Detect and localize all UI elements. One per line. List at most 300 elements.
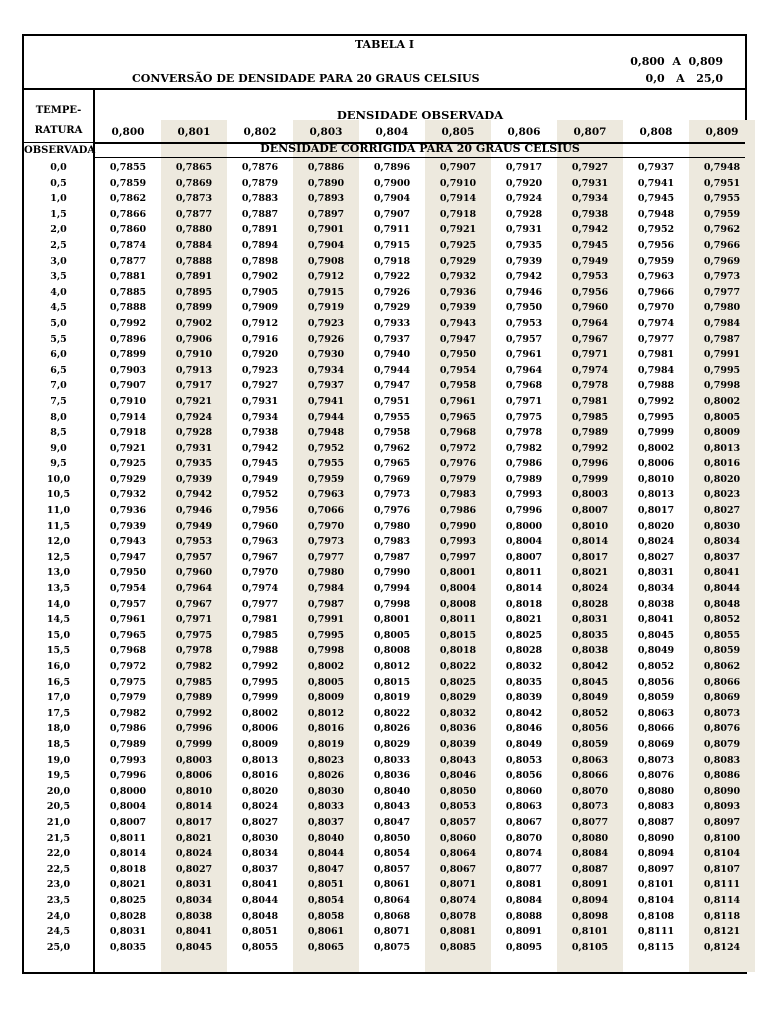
temperature-cell: 22,5	[46, 863, 71, 875]
density-cell: 0,7974	[241, 583, 279, 595]
density-cell: 0,8003	[571, 489, 609, 501]
temperature-cell: 25,0	[46, 941, 71, 953]
density-cell: 0,8060	[505, 785, 543, 797]
temperature-cell: 9,5	[50, 458, 67, 470]
density-cell: 0,7873	[175, 193, 213, 205]
temperature-cell: 6,5	[50, 364, 67, 376]
density-cell: 0,8019	[307, 738, 345, 750]
density-cell: 0,7978	[571, 380, 609, 392]
density-cell: 0,7934	[307, 364, 345, 376]
density-cell: 0,7961	[439, 395, 477, 407]
density-cell: 0,7992	[109, 317, 147, 329]
density-cell: 0,8005	[703, 411, 741, 423]
density-cell: 0,8101	[571, 926, 609, 938]
density-cell: 0,8027	[703, 505, 741, 517]
density-cell: 0,8098	[571, 910, 609, 922]
density-cell: 0,8049	[637, 645, 675, 657]
density-cell: 0,7915	[307, 286, 345, 298]
density-cell: 0,7997	[439, 551, 477, 563]
density-cell: 0,8013	[703, 442, 741, 454]
density-cell: 0,7991	[703, 349, 741, 361]
density-cell: 0,8016	[307, 723, 345, 735]
density-cell: 0,7988	[637, 380, 675, 392]
temperature-cell: 7,5	[50, 395, 67, 407]
density-cell: 0,8100	[703, 832, 741, 844]
temperature-cell: 3,0	[50, 255, 67, 267]
density-cell: 0,8015	[439, 629, 477, 641]
table-row	[24, 316, 745, 332]
density-cell: 0,7957	[505, 333, 543, 345]
temperature-cell: 11,5	[46, 520, 71, 532]
density-cell: 0,7973	[307, 536, 345, 548]
table-row	[24, 909, 745, 925]
density-cell: 0,8066	[703, 676, 741, 688]
density-cell: 0,8063	[571, 754, 609, 766]
density-cell: 0,7921	[439, 224, 477, 236]
density-cell: 0,7954	[439, 364, 477, 376]
density-cell: 0,7901	[307, 224, 345, 236]
table-row	[24, 597, 745, 613]
density-cell: 0,7900	[373, 177, 411, 189]
density-cell: 0,7955	[373, 411, 411, 423]
density-cell: 0,8034	[637, 583, 675, 595]
density-cell: 0,7967	[175, 598, 213, 610]
temperature-cell: 7,0	[50, 380, 67, 392]
density-cell: 0,8011	[439, 614, 477, 626]
density-cell: 0,8026	[373, 723, 411, 735]
density-cell: 0,8036	[439, 723, 477, 735]
density-cell: 0,8071	[373, 926, 411, 938]
density-cell: 0,8011	[109, 832, 147, 844]
density-cell: 0,8087	[637, 816, 675, 828]
density-cell: 0,8010	[637, 473, 675, 485]
density-cell: 0,7976	[373, 505, 411, 517]
density-cell: 0,7976	[439, 458, 477, 470]
density-cell: 0,8036	[373, 770, 411, 782]
density-cell: 0,7912	[241, 317, 279, 329]
temperature-cell: 14,0	[46, 598, 71, 610]
density-cell: 0,8024	[571, 583, 609, 595]
density-cell: 0,8032	[505, 661, 543, 672]
density-cell: 0,7996	[109, 770, 147, 782]
density-cell: 0,7916	[241, 333, 279, 345]
density-cell: 0,7894	[241, 239, 279, 251]
density-cell: 0,7977	[307, 551, 345, 563]
density-range: 0,800 A 0,809	[630, 55, 723, 68]
density-cell: 0,8115	[637, 941, 675, 953]
density-cell: 0,7957	[175, 551, 213, 563]
temperature-cell: 5,0	[50, 317, 67, 329]
density-cell: 0,7977	[241, 598, 279, 610]
table-row	[24, 799, 745, 815]
density-cell: 0,7966	[637, 286, 675, 298]
density-cell: 0,7862	[109, 193, 147, 205]
density-cell: 0,7971	[175, 614, 213, 626]
density-cell: 0,7962	[373, 442, 411, 454]
density-cell: 0,8029	[373, 738, 411, 750]
density-cell: 0,8070	[571, 785, 609, 797]
density-cell: 0,7923	[307, 317, 345, 329]
density-cell: 0,8076	[637, 770, 675, 782]
density-cell: 0,7918	[373, 255, 411, 267]
divider	[95, 157, 745, 158]
temperature-cell: 10,0	[46, 473, 71, 485]
density-cell: 0,7957	[109, 598, 147, 610]
density-cell: 0,7928	[175, 427, 213, 439]
density-cell: 0,8059	[571, 738, 609, 750]
density-cell: 0,7984	[307, 583, 345, 595]
table-row	[24, 160, 745, 176]
density-cell: 0,8000	[109, 785, 147, 797]
density-cell: 0,8025	[109, 894, 147, 906]
temperature-cell: 5,5	[50, 333, 67, 345]
density-cell: 0,8016	[241, 770, 279, 782]
density-cell: 0,7964	[175, 583, 213, 595]
density-cell: 0,7910	[109, 395, 147, 407]
density-cell: 0,7952	[637, 224, 675, 236]
density-cell: 0,7899	[175, 302, 213, 314]
density-cell: 0,7939	[175, 473, 213, 485]
temperature-cell: 18,5	[46, 738, 71, 750]
density-cell: 0,8025	[505, 629, 543, 641]
density-cell: 0,8019	[373, 692, 411, 704]
density-observed-title: DENSIDADE OBSERVADA	[336, 108, 504, 122]
density-cell: 0,7951	[703, 177, 741, 189]
temperature-cell: 4,5	[50, 302, 67, 314]
temperature-cell: 0,5	[50, 177, 67, 189]
table-row	[24, 456, 745, 472]
density-cell: 0,8055	[703, 629, 741, 641]
density-cell: 0,7947	[109, 551, 147, 563]
temperature-range: 0,0 A 25,0	[645, 72, 723, 85]
density-cell: 0,7987	[373, 551, 411, 563]
density-cell: 0,7888	[109, 302, 147, 314]
density-cell: 0,8014	[505, 583, 543, 595]
temperature-cell: 12,5	[46, 551, 71, 563]
density-cell: 0,8063	[637, 707, 675, 719]
density-cell: 0,7907	[373, 208, 411, 220]
density-cell: 0,8046	[505, 723, 543, 735]
density-cell: 0,8087	[571, 863, 609, 875]
density-cell: 0,7987	[703, 333, 741, 345]
density-cell: 0,8020	[703, 473, 741, 485]
density-cell: 0,8039	[439, 738, 477, 750]
density-cell: 0,7943	[109, 536, 147, 548]
table-row	[24, 550, 745, 566]
density-cell: 0,8038	[637, 598, 675, 610]
column-header: 0,807	[573, 126, 607, 138]
density-cell: 0,7876	[241, 162, 279, 173]
density-cell: 0,8077	[571, 816, 609, 828]
density-cell: 0,8105	[571, 941, 609, 953]
temperature-cell: 1,5	[50, 208, 67, 220]
density-cell: 0,7963	[241, 536, 279, 548]
table-row	[24, 815, 745, 831]
density-cell: 0,7953	[175, 536, 213, 548]
density-cell: 0,7972	[439, 442, 477, 454]
density-cell: 0,8074	[505, 848, 543, 860]
density-cell: 0,7960	[571, 302, 609, 314]
column-header: 0,809	[705, 126, 739, 138]
density-cell: 0,7977	[703, 286, 741, 298]
density-cell: 0,8067	[505, 816, 543, 828]
density-cell: 0,8017	[637, 505, 675, 517]
temperature-cell: 8,0	[50, 411, 67, 423]
density-cell: 0,7958	[439, 380, 477, 392]
density-cell: 0,7995	[637, 411, 675, 423]
page-title: TABELA I	[354, 38, 415, 51]
density-cell: 0,8091	[571, 879, 609, 891]
density-cell: 0,7963	[307, 489, 345, 501]
density-cell: 0,8051	[307, 879, 345, 891]
density-cell: 0,7974	[571, 364, 609, 376]
density-cell: 0,7923	[241, 364, 279, 376]
temperature-header-line: OBSERVADA	[24, 145, 96, 156]
density-cell: 0,8111	[637, 926, 675, 938]
density-cell: 0,7973	[373, 489, 411, 501]
density-cell: 0,7909	[241, 302, 279, 314]
density-cell: 0,7888	[175, 255, 213, 267]
divider	[24, 142, 93, 143]
density-cell: 0,7937	[637, 162, 675, 173]
density-cell: 0,8005	[307, 676, 345, 688]
density-cell: 0,8002	[703, 395, 741, 407]
density-cell: 0,8052	[637, 661, 675, 672]
density-cell: 0,8056	[505, 770, 543, 782]
density-cell: 0,7982	[505, 442, 543, 454]
table-row	[24, 534, 745, 550]
density-cell: 0,8027	[637, 551, 675, 563]
temperature-cell: 4,0	[50, 286, 67, 298]
density-cell: 0,8031	[109, 926, 147, 938]
density-cell: 0,7902	[175, 317, 213, 329]
density-cell: 0,7979	[109, 692, 147, 704]
density-cell: 0,7968	[505, 380, 543, 392]
density-cell: 0,8080	[571, 832, 609, 844]
density-cell: 0,8006	[637, 458, 675, 470]
table-row	[24, 846, 745, 862]
table-row	[24, 207, 745, 223]
density-cell: 0,7993	[439, 536, 477, 548]
density-cell: 0,7920	[505, 177, 543, 189]
density-cell: 0,7066	[307, 505, 345, 517]
density-cell: 0,8045	[571, 676, 609, 688]
density-cell: 0,7927	[241, 380, 279, 392]
density-cell: 0,8008	[439, 598, 477, 610]
density-cell: 0,7914	[439, 193, 477, 205]
table-row	[24, 877, 745, 893]
table-row	[24, 519, 745, 535]
density-cell: 0,7946	[505, 286, 543, 298]
density-cell: 0,8077	[505, 863, 543, 875]
temperature-cell: 20,5	[46, 801, 71, 813]
density-cell: 0,7939	[109, 520, 147, 532]
density-cell: 0,8043	[439, 754, 477, 766]
temperature-cell: 13,0	[46, 567, 71, 579]
table-row	[24, 831, 745, 847]
density-cell: 0,7920	[241, 349, 279, 361]
density-cell: 0,7985	[571, 411, 609, 423]
density-cell: 0,8041	[175, 926, 213, 938]
density-cell: 0,7937	[373, 333, 411, 345]
density-cell: 0,7994	[373, 583, 411, 595]
temperature-cell: 6,0	[50, 349, 67, 361]
density-cell: 0,7980	[373, 520, 411, 532]
density-cell: 0,8035	[109, 941, 147, 953]
density-cell: 0,7890	[307, 177, 345, 189]
density-cell: 0,7897	[307, 208, 345, 220]
density-cell: 0,8031	[175, 879, 213, 891]
density-cell: 0,8023	[703, 489, 741, 501]
divider	[24, 88, 745, 90]
table-row	[24, 176, 745, 192]
table-row	[24, 378, 745, 394]
density-cell: 0,7978	[175, 645, 213, 657]
density-cell: 0,7914	[109, 411, 147, 423]
density-cell: 0,8094	[571, 894, 609, 906]
density-cell: 0,7950	[109, 567, 147, 579]
density-cell: 0,8040	[373, 785, 411, 797]
density-cell: 0,8018	[109, 863, 147, 875]
page-subtitle: CONVERSÃO DE DENSIDADE PARA 20 GRAUS CELSIUS	[132, 72, 480, 85]
density-cell: 0,7942	[241, 442, 279, 454]
density-cell: 0,8052	[703, 614, 741, 626]
density-cell: 0,7995	[307, 629, 345, 641]
density-cell: 0,8083	[703, 754, 741, 766]
density-cell: 0,7977	[637, 333, 675, 345]
density-cell: 0,8038	[571, 645, 609, 657]
density-cell: 0,7912	[307, 271, 345, 283]
density-cell: 0,7973	[703, 271, 741, 283]
density-cell: 0,8002	[307, 661, 345, 672]
column-header: 0,804	[375, 126, 409, 138]
density-cell: 0,8001	[373, 614, 411, 626]
density-cell: 0,8018	[439, 645, 477, 657]
density-cell: 0,7981	[637, 349, 675, 361]
density-cell: 0,8104	[703, 848, 741, 860]
density-cell: 0,8050	[373, 832, 411, 844]
density-cell: 0,8009	[703, 427, 741, 439]
table-row	[24, 628, 745, 644]
density-cell: 0,7932	[439, 271, 477, 283]
density-cell: 0,8030	[703, 520, 741, 532]
density-cell: 0,7921	[109, 442, 147, 454]
density-cell: 0,8030	[241, 832, 279, 844]
density-cell: 0,8085	[439, 941, 477, 953]
density-cell: 0,8041	[241, 879, 279, 891]
density-cell: 0,7959	[637, 255, 675, 267]
density-cell: 0,7869	[175, 177, 213, 189]
density-cell: 0,7970	[307, 520, 345, 532]
density-cell: 0,8011	[505, 567, 543, 579]
column-header: 0,803	[309, 126, 343, 138]
density-cell: 0,7886	[307, 162, 345, 173]
density-cell: 0,7978	[505, 427, 543, 439]
density-cell: 0,8056	[637, 676, 675, 688]
density-cell: 0,8075	[373, 941, 411, 953]
density-cell: 0,7919	[307, 302, 345, 314]
density-cell: 0,7895	[175, 286, 213, 298]
density-cell: 0,7999	[637, 427, 675, 439]
density-cell: 0,7985	[175, 676, 213, 688]
density-cell: 0,8053	[505, 754, 543, 766]
density-cell: 0,8088	[505, 910, 543, 922]
density-cell: 0,8033	[307, 801, 345, 813]
density-cell: 0,7891	[175, 271, 213, 283]
density-cell: 0,7945	[571, 239, 609, 251]
density-cell: 0,8002	[241, 707, 279, 719]
temperature-cell: 19,0	[46, 754, 71, 766]
density-cell: 0,7951	[373, 395, 411, 407]
density-cell: 0,8007	[571, 505, 609, 517]
density-cell: 0,7932	[109, 489, 147, 501]
density-cell: 0,7960	[241, 520, 279, 532]
density-cell: 0,7939	[505, 255, 543, 267]
density-cell: 0,7965	[439, 411, 477, 423]
temperature-cell: 20,0	[46, 785, 71, 797]
temperature-cell: 15,5	[46, 645, 71, 657]
table-row	[24, 441, 745, 457]
density-cell: 0,7915	[373, 239, 411, 251]
density-cell: 0,7955	[307, 458, 345, 470]
density-cell: 0,7971	[571, 349, 609, 361]
density-cell: 0,8097	[703, 816, 741, 828]
density-cell: 0,7986	[109, 723, 147, 735]
density-cell: 0,8013	[637, 489, 675, 501]
table-row	[24, 581, 745, 597]
density-cell: 0,7907	[109, 380, 147, 392]
temperature-cell: 18,0	[46, 723, 71, 735]
density-cell: 0,7999	[175, 738, 213, 750]
density-cell: 0,7883	[241, 193, 279, 205]
density-cell: 0,8034	[241, 848, 279, 860]
table-row	[24, 472, 745, 488]
density-cell: 0,7937	[307, 380, 345, 392]
table-row	[24, 893, 745, 909]
table-row	[24, 612, 745, 628]
density-cell: 0,8022	[439, 661, 477, 672]
density-cell: 0,8041	[703, 567, 741, 579]
density-cell: 0,8048	[241, 910, 279, 922]
table-row	[24, 784, 745, 800]
density-cell: 0,8071	[439, 879, 477, 891]
temperature-cell: 24,5	[46, 926, 71, 938]
density-cell: 0,8006	[175, 770, 213, 782]
density-cell: 0,7859	[109, 177, 147, 189]
density-cell: 0,7940	[373, 349, 411, 361]
density-cell: 0,8074	[439, 894, 477, 906]
column-header: 0,808	[639, 126, 673, 138]
density-cell: 0,8079	[703, 738, 741, 750]
density-cell: 0,7929	[373, 302, 411, 314]
table-row	[24, 659, 745, 675]
density-cell: 0,8028	[505, 645, 543, 657]
density-cell: 0,8022	[373, 707, 411, 719]
density-cell: 0,7981	[571, 395, 609, 407]
density-cell: 0,7944	[307, 411, 345, 423]
density-cell: 0,7893	[307, 193, 345, 205]
table-row	[24, 238, 745, 254]
density-cell: 0,8054	[307, 894, 345, 906]
density-cell: 0,8114	[703, 894, 741, 906]
density-cell: 0,7877	[175, 208, 213, 220]
density-cell: 0,8021	[571, 567, 609, 579]
density-cell: 0,7905	[241, 286, 279, 298]
density-cell: 0,8049	[571, 692, 609, 704]
density-cell: 0,8048	[703, 598, 741, 610]
density-cell: 0,7954	[109, 583, 147, 595]
density-cell: 0,8097	[637, 863, 675, 875]
